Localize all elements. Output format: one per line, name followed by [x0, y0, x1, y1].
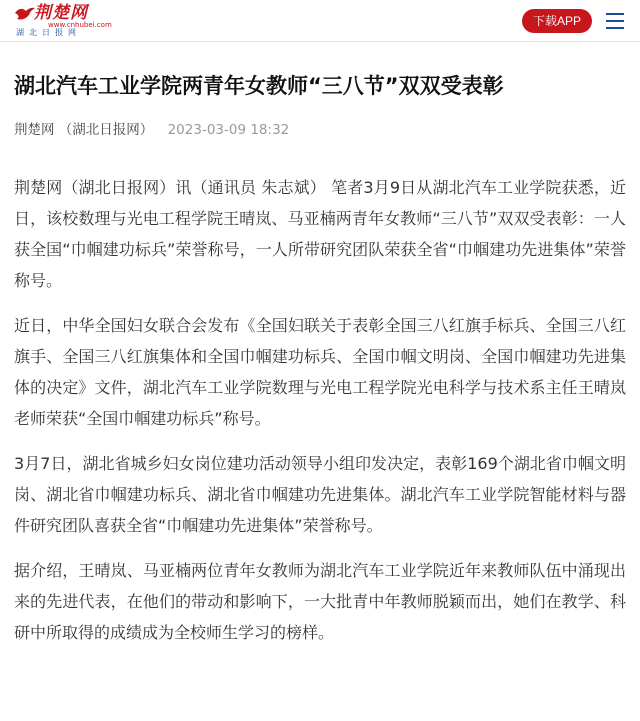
article-paragraph: 3月7日，湖北省城乡妇女岗位建功活动领导小组印发决定，表彰169个湖北省巾帼文明岗、湖北省巾帼建功标兵、湖北省巾帼建功先进集体。湖北汽车工业学院智能材料与器件研究团队喜获全省“巾帼建功先进集体”荣誉称号。	[14, 454, 626, 535]
article-title: 湖北汽车工业学院两青年女教师“三八节”双双受表彰	[14, 74, 504, 98]
logo-domain: www.cnhubei.com	[48, 21, 112, 29]
menu-line	[606, 27, 624, 29]
article-paragraph: 近日，中华全国妇女联合会发布《全国妇联关于表彰全国三八红旗手标兵、全国三八红旗手、全国三八红旗集体和全国巾帼建功标兵、全国巾帼文明岗、全国巾帼建功先进集体的决定》文件，湖北汽车工业学院数理与光电工程学院光电科学与技术系主任王晴岚老师荣获“全国巾帼建功标兵”称号。	[14, 316, 626, 428]
menu-line	[606, 13, 624, 15]
logo-text: 荆楚网	[34, 3, 88, 23]
article-meta	[14, 120, 289, 140]
article-body	[14, 172, 626, 662]
article-time: 2023-03-09 18:32	[167, 122, 290, 138]
article-paragraph: 据介绍，王晴岚、马亚楠两位青年女教师为湖北汽车工业学院近年来教师队伍中涌现出来的先进代表，在他们的带动和影响下，一大批青中年教师脱颖而出，她们在教学、科研中所取得的成绩成为全校师生学习的榜样。	[14, 561, 626, 642]
article-paragraph: 荆楚网（湖北日报网）讯（通讯员 朱志斌） 笔者3月9日从湖北汽车工业学院获悉，近日，该校数理与光电工程学院王晴岚、马亚楠两青年女教师“三八节”双双受表彰：一人获全国“巾帼建功标兵”荣誉称号，一人所带研究团队荣获全省“巾帼建功先进集体”荣誉称号。	[14, 178, 626, 290]
menu-icon[interactable]	[606, 13, 624, 29]
article-source: 荆楚网 （湖北日报网）	[14, 122, 154, 138]
site-logo[interactable]	[14, 3, 112, 39]
download-app-button[interactable]: 下载APP	[522, 9, 592, 33]
menu-line	[606, 20, 624, 22]
logo-subtitle: 湖北日报网	[16, 28, 81, 37]
bird-logo-icon	[14, 5, 36, 23]
top-header	[0, 0, 640, 42]
